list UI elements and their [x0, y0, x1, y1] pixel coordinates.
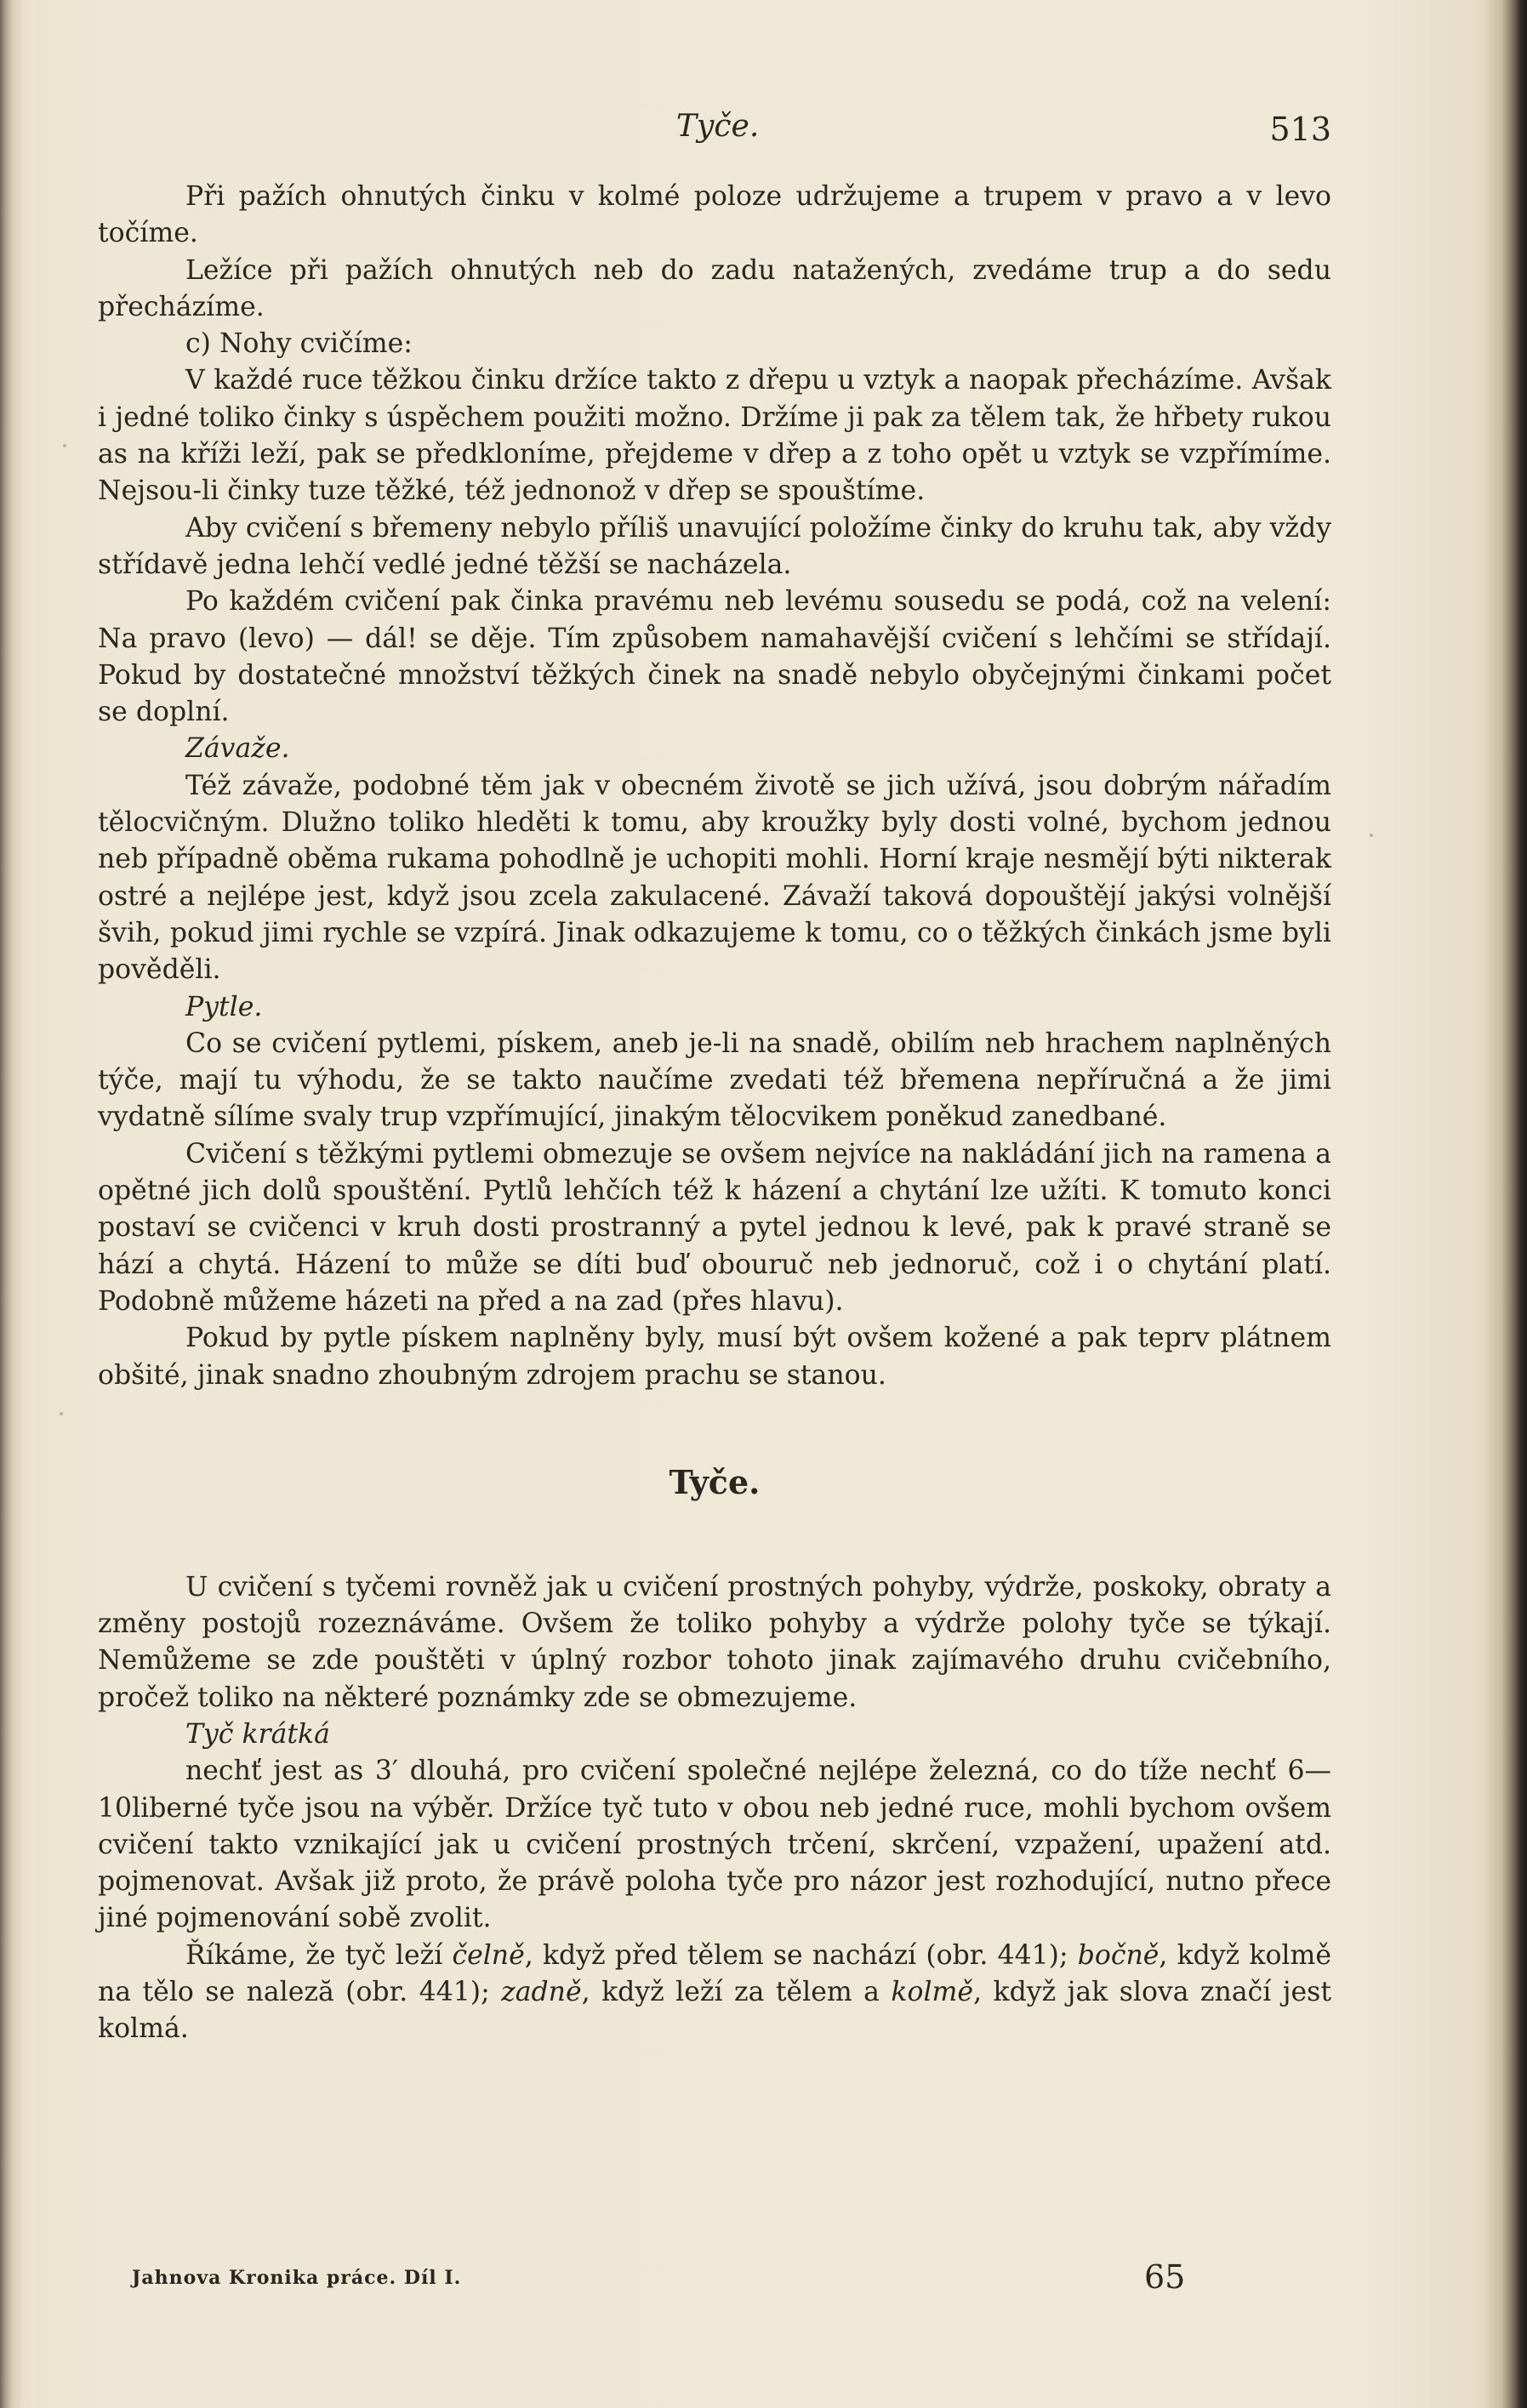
paragraph: Co se cvičení pytlemi, pískem, aneb je-li na snadě, obilím neb hrachem naplněných týče, mají tu výhodu, že se takto naučíme zvedati též břemena nepříručná a že jimi vydatně sílíme svaly trup vzpřímující, jinakým tělocvikem poněkud zanedbané. — [98, 1028, 1331, 1133]
text-run: , když kolmě na tělo se naleză (obr. 441); — [98, 1939, 1331, 2008]
paper-speck — [63, 444, 66, 447]
emphasis: kolmě — [891, 1977, 974, 2008]
page-number: 513 — [1269, 111, 1331, 148]
text-run: , když jak slova značí jest kolmá. — [98, 1977, 1331, 2045]
paragraph: Po každém cvičení pak činka pravému neb levému sousedu se podá, což na velení: Na pravo (levo) — dál! se děje. Tím způsobem namahavější cvičení s lehčími se střídají. Pokud by dostatečné množství těžkých činek na snadě nebylo obyčejnými činkami počet se doplní. — [98, 586, 1331, 728]
section-title: Tyče. — [669, 1462, 761, 1501]
paragraph: Ležíce při pažích ohnutých neb do zadu natažených, zvedáme trup a do sedu přecházíme. — [98, 254, 1331, 322]
printer-signature: Jahnova Kronika práce. Díl I. — [132, 2267, 462, 2289]
text-run: , když leží za tělem a — [581, 1977, 892, 2008]
paragraph: Aby cvičení s břemeny nebylo příliš unavující položíme činky do kruhu tak, aby vždy střídavě jedna lehčí vedlé jedné těžší se nacházela. — [98, 512, 1331, 580]
paragraph: c) Nohy cvičíme: — [185, 328, 413, 360]
emphasis: čelně — [452, 1939, 525, 1971]
emphasis: bočně — [1077, 1939, 1159, 1971]
paragraph: Též závaže, podobné těm jak v obecném životě se jich užívá, jsou dobrým nářadím tělocvičným. Dlužno toliko hleděti k tomu, aby kroužky byly dosti volné, bychom jednou neb případně oběma rukama pohodlně je uchopiti mohli. Horní kraje nesmějí býti nikterak ostré a nejlépe jest, když jsou zcela zakulacené. Závaží taková dopouštějí jakýsi volnější švih, pokud jimi rychle se vzpírá. Jinak odkazujeme k tomu, co o těžkých činkách jsme byli pověděli. — [98, 770, 1331, 986]
paragraph: U cvičení s tyčemi rovněž jak u cvičení prostných pohyby, výdrže, poskoky, obraty a změny postojů rozeznáváme. Ovšem že toliko pohyby a výdrže polohy tyče se týkají. Nemůžeme se zde pouštěti v úplný rozbor tohoto jinak zajímavého druhu cvičebního, pročež toliko na některé poznámky zde se obmezujeme. — [98, 1571, 1331, 1713]
paragraph: Pokud by pytle pískem naplněny byly, musí být ovšem kožené a pak teprv plátnem obšité, jinak snadno zhoubným zdrojem prachu se stanou. — [98, 1323, 1331, 1391]
paragraph: V každé ruce těžkou činku držíce takto z dřepu u vztyk a naopak přecházíme. Avšak i jedné toliko činky s úspěchem použiti možno. Držíme ji pak za tělem tak, že hřbety rukou as na kříži leží, pak se předkloníme, přejdeme v dřep a z toho opět u vztyk se vzpřímíme. Nejsou-li činky tuze těžké, též jednonož v dřep se spouštíme. — [98, 365, 1331, 507]
sheet-number: 65 — [1144, 2258, 1186, 2296]
emphasis: zadně — [501, 1977, 582, 2008]
subheading-tyc-kratka: Tyč krátká — [185, 1718, 330, 1750]
paper-speck — [60, 1412, 63, 1415]
paper-speck — [1370, 834, 1373, 837]
paragraph: Cvičení s těžkými pytlemi obmezuje se ovšem nejvíce na nakládání jich na ramena a opětné jich dolů spouštění. Pytlů lehčích též k házení a chytání lze užíti. K tomuto konci postaví se cvičenci v kruh dosti prostranný a pytel jednou k levé, pak k pravé straně se hází a chytá. Házení to může se díti buď obouruč neb jednoruč, což i o chytání platí. Podobně můžeme házeti na před a na zad (přes hlavu). — [98, 1138, 1331, 1317]
page-body — [98, 179, 1331, 2048]
page-footer — [132, 2258, 1238, 2309]
subheading-pytle: Pytle. — [185, 991, 263, 1022]
running-head: Tyče. — [676, 109, 760, 144]
page-header — [98, 109, 1331, 160]
text-run: , když před tělem se nachází (obr. 441); — [524, 1939, 1078, 1971]
subheading-zavaze: Závaže. — [185, 733, 290, 765]
paragraph-last — [98, 1938, 1331, 2048]
paragraph: nechť jest as 3′ dlouhá, pro cvičení společné nejlépe železná, co do tíže nechť 6—10liberné tyče jsou na výběr. Držíce tyč tuto v obou neb jedné ruce, mohli bychom ovšem cvičení takto vznikající jak u cvičení prostných trčení, skrčení, vzpažení, upažení atd. pojmenovat. Avšak již proto, že právě poloha tyče pro názor jest rozhodující, nutno přece jiné pojmenování sobě zvolit. — [98, 1756, 1331, 1934]
paragraph: Při pažích ohnutých činku v kolmé poloze udržujeme a trupem v pravo a v levo točíme. — [98, 181, 1331, 249]
text-run: Říkáme, že tyč leží — [185, 1939, 453, 1971]
